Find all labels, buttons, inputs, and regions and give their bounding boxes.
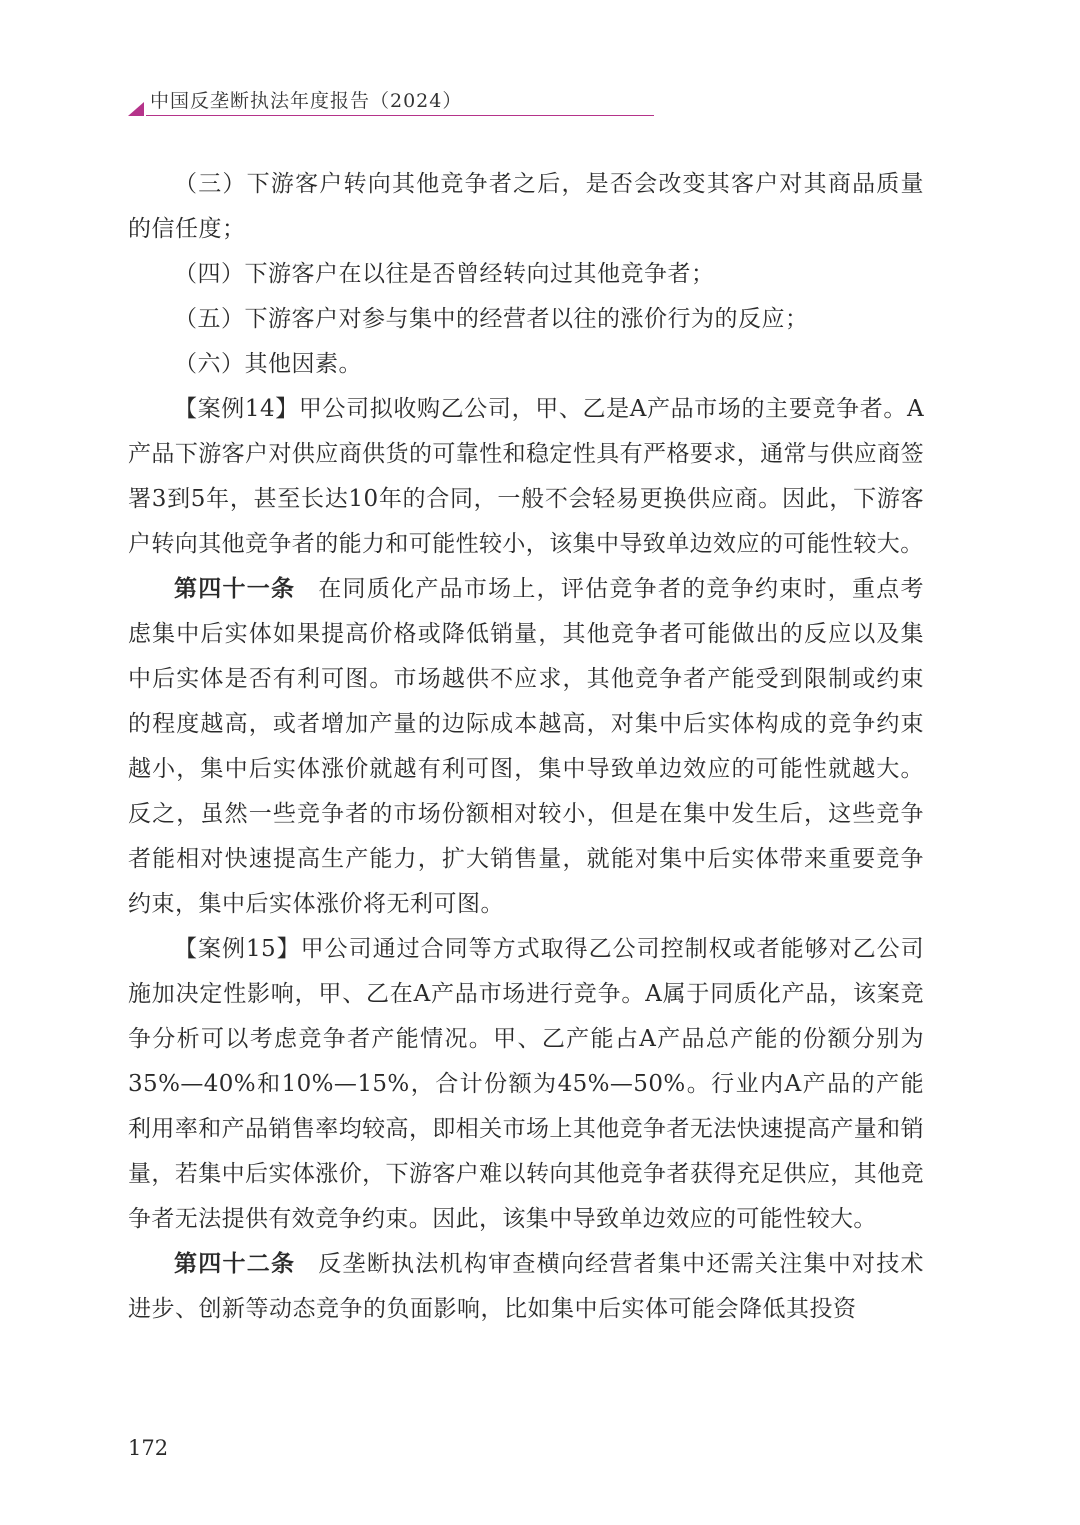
header-triangle-icon <box>128 102 144 116</box>
case-15-paragraph: 【案例15】甲公司通过合同等方式取得乙公司控制权或者能够对乙公司施加决定性影响，甲、乙在A产品市场进行竞争。A属于同质化产品，该案竞争分析可以考虑竞争者产能情况。甲、乙产能占A产品总产能的份额分别为35%—40%和10%—15%，合计份额为45%—50%。行业内A产品的产能利用率和产品销售率均较高，即相关市场上其他竞争者无法快速提高产量和销量，若集中后实体涨价，下游客户难以转向其他竞争者获得充足供应，其他竞争者无法提供有效竞争约束。因此，该集中导致单边效应的可能性较大。 <box>128 936 924 1232</box>
header-divider <box>146 115 654 116</box>
running-header <box>128 84 658 120</box>
body-text <box>128 162 924 1332</box>
article-41-label: 第四十一条 <box>174 576 296 602</box>
paragraph-item-3: （三）下游客户转向其他竞争者之后，是否会改变其客户对其商品质量的信任度； <box>128 171 924 242</box>
case-14-paragraph: 【案例14】甲公司拟收购乙公司，甲、乙是A产品市场的主要竞争者。A产品下游客户对供应商供货的可靠性和稳定性具有严格要求，通常与供应商签署3到5年，甚至长达10年的合同，一般不会轻易更换供应商。因此，下游客户转向其他竞争者的能力和可能性较小，该集中导致单边效应的可能性较大。 <box>128 396 924 557</box>
header-title: 中国反垄断执法年度报告（2024） <box>150 90 463 112</box>
article-41-paragraph <box>128 567 924 927</box>
article-41-text: 在同质化产品市场上，评估竞争者的竞争约束时，重点考虑集中后实体如果提高价格或降低销量，其他竞争者可能做出的反应以及集中后实体是否有利可图。市场越供不应求，其他竞争者产能受到限制或约束的程度越高，或者增加产量的边际成本越高，对集中后实体构成的竞争约束越小，集中后实体涨价就越有利可图，集中导致单边效应的可能性就越大。反之，虽然一些竞争者的市场份额相对较小，但是在集中发生后，这些竞争者能相对快速提高生产能力，扩大销售量，就能对集中后实体带来重要竞争约束，集中后实体涨价将无利可图。 <box>128 576 925 917</box>
paragraph-item-4: （四）下游客户在以往是否曾经转向过其他竞争者； <box>174 261 715 287</box>
article-42-paragraph <box>128 1242 924 1332</box>
article-42-text: 反垄断执法机构审查横向经营者集中还需关注集中对技术进步、创新等动态竞争的负面影响，比如集中后实体可能会降低其投资 <box>128 1251 925 1322</box>
paragraph-item-5: （五）下游客户对参与集中的经营者以往的涨价行为的反应； <box>174 306 809 332</box>
page-number: 172 <box>128 1436 169 1460</box>
paragraph-item-6: （六）其他因素。 <box>174 351 362 377</box>
article-42-label: 第四十二条 <box>174 1251 296 1277</box>
